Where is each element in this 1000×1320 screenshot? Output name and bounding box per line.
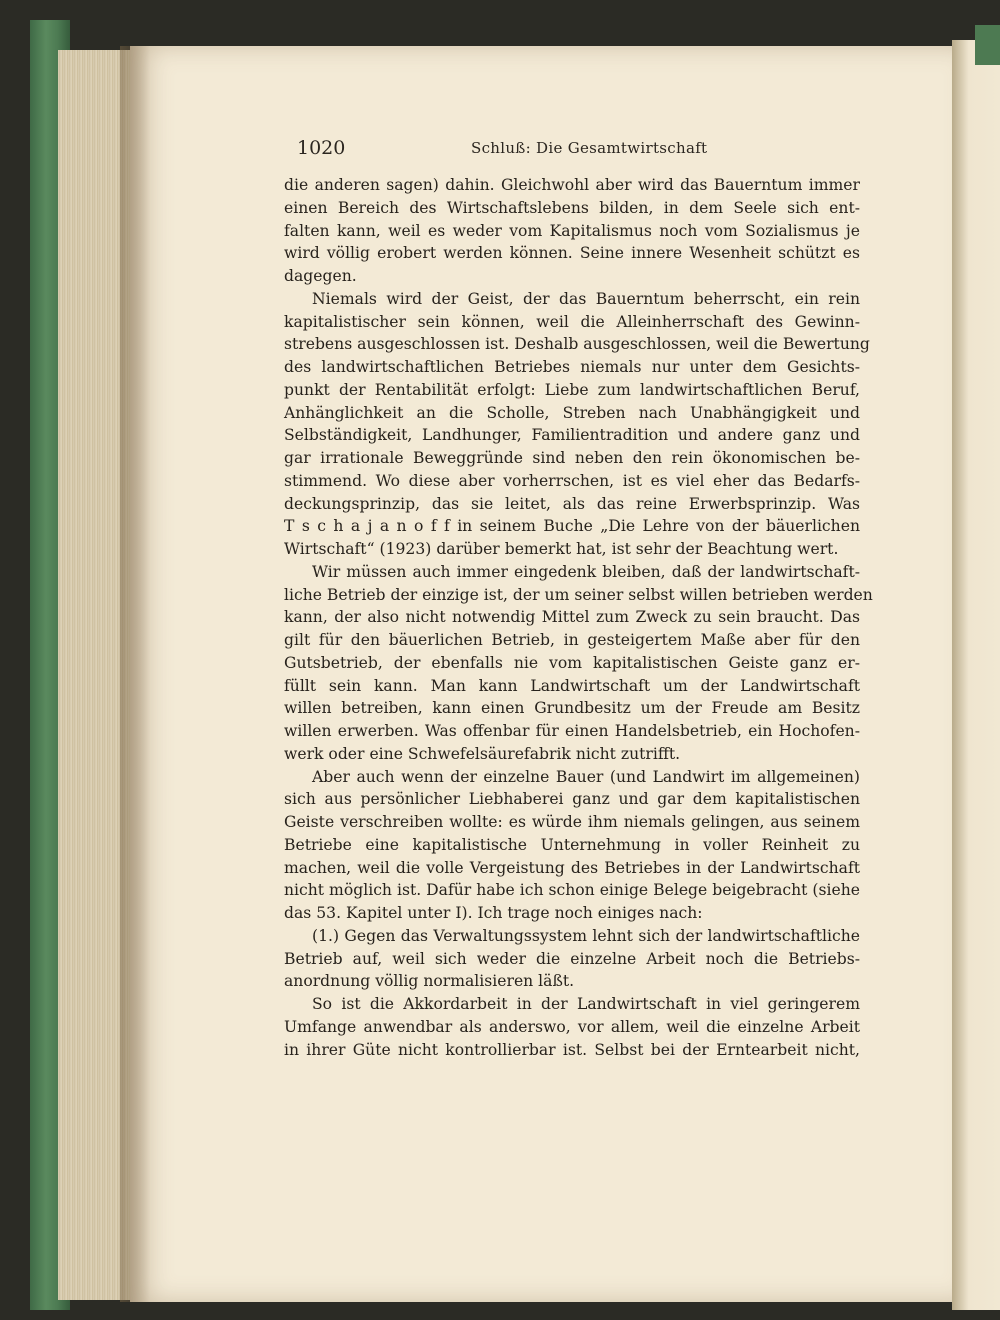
next-page-edge	[952, 40, 1000, 1310]
text-line: gar irrationale Beweggründe sind neben den rein ökonomischen be-	[284, 449, 860, 467]
text-line: Betrieb auf, weil sich weder die einzelne Arbeit noch die Betriebs-	[284, 949, 860, 968]
text-line: punkt der Rentabilität erfolgt: Liebe zum landwirtschaftlichen Beruf,	[284, 380, 860, 399]
text-line: einen Bereich des Wirtschaftslebens bilden, in dem Seele sich ent-	[284, 198, 860, 217]
text-line: wird völlig erobert werden können. Seine innere Wesenheit schützt es	[284, 244, 860, 263]
text-line: kapitalistischer sein können, weil die Alleinherrschaft des Gewinn-	[284, 312, 860, 331]
text-line: die anderen sagen) dahin. Gleichwohl aber wird das Bauerntum immer	[284, 176, 860, 194]
text-line: Selbständigkeit, Landhunger, Familientradition und andere ganz und	[284, 426, 860, 445]
text-line: So ist die Akkordarbeit in der Landwirtschaft in viel geringerem	[312, 995, 860, 1013]
running-head: Schluß: Die Gesamtwirtschaft	[471, 139, 708, 157]
text-line: sich aus persönlicher Liebhaberei ganz und gar dem kapitalistischen	[284, 790, 860, 809]
text-line: falten kann, weil es weder vom Kapitalismus noch vom Sozialismus je	[284, 221, 860, 240]
text-line: des landwirtschaftlichen Betriebes niemals nur unter dem Gesichts-	[284, 358, 860, 376]
gutter-shadow	[120, 46, 150, 1302]
text-line: werk oder eine Schwefelsäurefabrik nicht zutrifft.	[284, 744, 681, 763]
text-line: (1.) Gegen das Verwaltungssystem lehnt sich der landwirtschaftliche	[312, 926, 860, 945]
text-line: Niemals wird der Geist, der das Bauerntum beherrscht, ein rein	[312, 289, 860, 308]
text-line: machen, weil die volle Vergeistung des Betriebes in der Landwirtschaft	[284, 858, 860, 877]
text-line: gilt für den bäuerlichen Betrieb, in gesteigertem Maße aber für den	[284, 631, 860, 649]
text-line: anordnung völlig normalisieren läßt.	[284, 972, 575, 991]
text-line: deckungsprinzip, das sie leitet, als das reine Erwerbsprinzip. Was	[284, 494, 860, 513]
body-text	[284, 174, 873, 1061]
text-line: Wir müssen auch immer eingedenk bleiben, daß der landwirtschaft-	[312, 562, 860, 581]
page-number: 1020	[297, 137, 346, 159]
text-line: stimmend. Wo diese aber vorherrschen, ist es viel eher das Bedarfs-	[284, 471, 860, 490]
text-line: willen betreiben, kann einen Grundbesitz um der Freude am Besitz	[284, 699, 860, 718]
text-line: Geiste verschreiben wollte: es würde ihm niemals gelingen, aus seinem	[284, 813, 860, 831]
text-line: Anhänglichkeit an die Scholle, Streben nach Unabhängigkeit und	[284, 403, 860, 422]
text-line: dagegen.	[284, 267, 357, 285]
text-line: Wirtschaft“ (1923) darüber bemerkt hat, ist sehr der Beachtung wert.	[284, 540, 839, 558]
text-line: liche Betrieb der einzige ist, der um seiner selbst willen betrieben werden	[284, 585, 873, 604]
text-line: Aber auch wenn der einzelne Bauer (und Landwirt im allgemeinen)	[312, 767, 860, 786]
text-line: in ihrer Güte nicht kontrollierbar ist. Selbst bei der Erntearbeit nicht,	[284, 1040, 860, 1059]
text-line: nicht möglich ist. Dafür habe ich schon einige Belege beigebracht (siehe	[284, 881, 860, 900]
text-line: Umfange anwendbar als anderswo, vor allem, weil die einzelne Arbeit	[284, 1017, 860, 1036]
text-line: das 53. Kapitel unter I). Ich trage noch einiges nach:	[284, 904, 703, 922]
text-line: Betriebe eine kapitalistische Unternehmung in voller Reinheit zu	[284, 835, 860, 854]
text-line: willen erwerben. Was offenbar für einen Handelsbetrieb, ein Hochofen-	[284, 722, 860, 740]
text-line: T s c h a j a n o f f in seinem Buche „Die Lehre von der bäuerlichen	[284, 517, 860, 536]
text-line: strebens ausgeschlossen ist. Deshalb ausgeschlossen, weil die Bewertung	[284, 335, 870, 354]
page-header	[297, 137, 857, 167]
book-cover-right	[975, 25, 1000, 65]
text-line: Gutsbetrieb, der ebenfalls nie vom kapitalistischen Geiste ganz er-	[284, 653, 860, 672]
text-line: füllt sein kann. Man kann Landwirtschaft um der Landwirtschaft	[284, 676, 860, 695]
text-line: kann, der also nicht notwendig Mittel zum Zweck zu sein braucht. Das	[284, 608, 860, 627]
